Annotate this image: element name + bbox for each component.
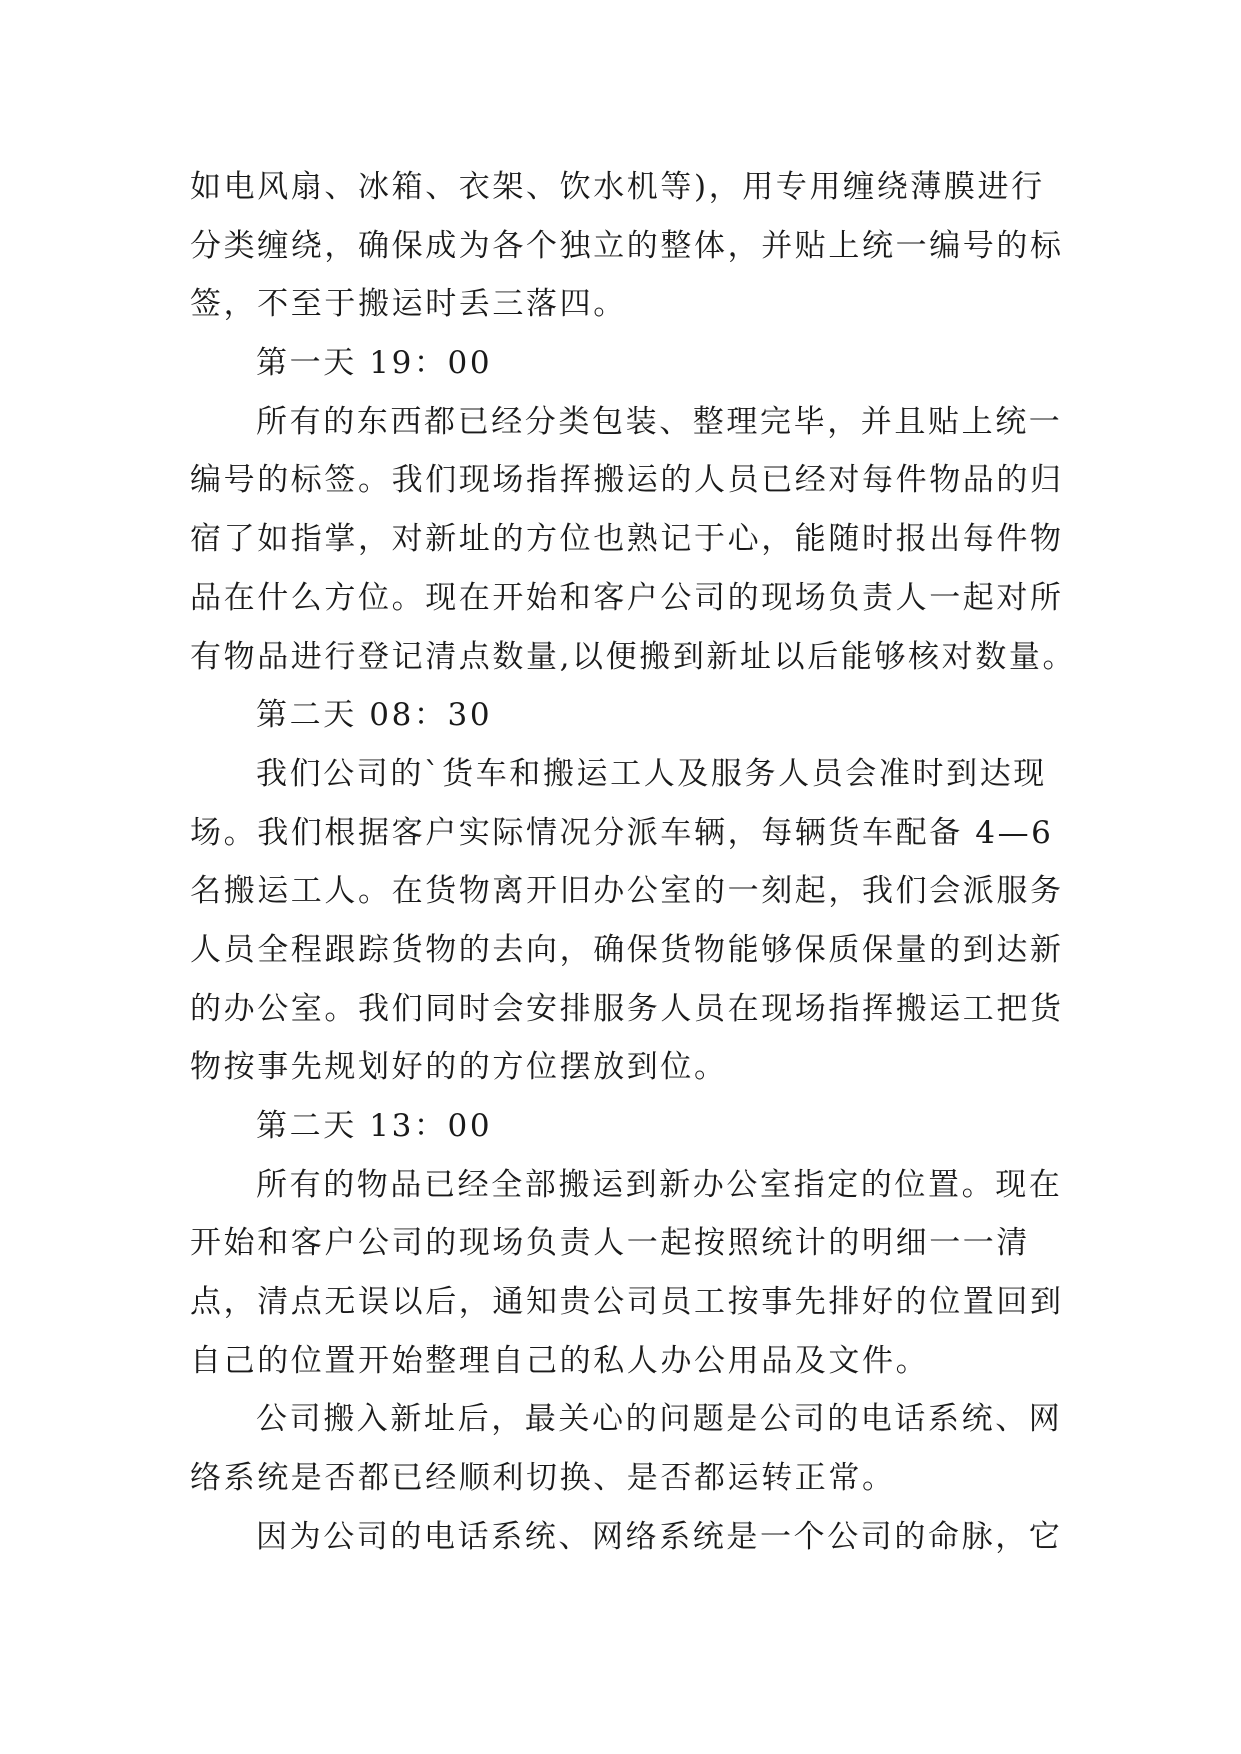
text-line: 第一天 19：00	[256, 345, 493, 382]
text-line: 第二天 08：30	[256, 697, 493, 734]
text-line: 络系统是否都已经顺利切换、是否都运转正常。	[190, 1460, 896, 1497]
text-line: 编号的标签。我们现场指挥搬运的人员已经对每件物品的归	[190, 462, 1064, 499]
text-line: 所有的物品已经全部搬运到新办公室指定的位置。现在	[256, 1166, 1063, 1203]
text-line: 人员全程跟踪货物的去向，确保货物能够保质保量的到达新	[190, 931, 1064, 968]
text-line: 开始和客户公司的现场负责人一起按照统计的明细一一清	[190, 1225, 1030, 1262]
text-line: 如电风扇、冰箱、衣架、饮水机等)，用专用缠绕薄膜进行	[190, 169, 1045, 205]
text-line: 公司搬入新址后，最关心的问题是公司的电话系统、网	[256, 1401, 1063, 1438]
text-line: 有物品进行登记清点数量,以便搬到新址以后能够核对数量。	[190, 638, 1077, 675]
text-line: 物按事先规划好的的方位摆放到位。	[190, 1049, 728, 1086]
text-line: 的办公室。我们同时会安排服务人员在现场指挥搬运工把货	[190, 990, 1064, 1027]
text-line: 名搬运工人。在货物离开旧办公室的一刻起，我们会派服务	[190, 873, 1064, 910]
text-line: 所有的东西都已经分类包装、整理完毕，并且贴上统一	[256, 403, 1063, 440]
text-line: 我们公司的`货车和搬运工人及服务人员会准时到达现	[256, 755, 1047, 792]
text-line: 分类缠绕，确保成为各个独立的整体，并贴上统一编号的标	[190, 227, 1064, 264]
text-line: 第二天 13：00	[256, 1108, 493, 1144]
text-line: 签，不至于搬运时丢三落四。	[190, 286, 627, 323]
text-line: 因为公司的电话系统、网络系统是一个公司的命脉，它	[256, 1518, 1063, 1555]
text-line: 场。我们根据客户实际情况分派车辆，每辆货车配备 4—6	[190, 814, 1054, 851]
text-line: 点，清点无误以后，通知贵公司员工按事先排好的位置回到	[190, 1284, 1064, 1321]
document-body	[190, 158, 1077, 1567]
text-line: 品在什么方位。现在开始和客户公司的现场负责人一起对所	[190, 579, 1064, 616]
text-line: 宿了如指掌，对新址的方位也熟记于心，能随时报出每件物	[190, 521, 1064, 558]
text-line: 自己的位置开始整理自己的私人办公用品及文件。	[190, 1342, 930, 1379]
